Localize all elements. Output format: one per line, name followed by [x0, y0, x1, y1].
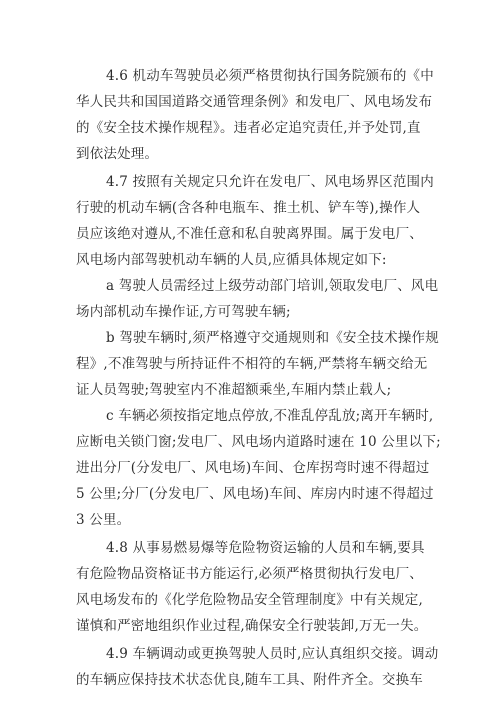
- text-line: 应断电关锁门窗;发电厂、风电场内道路时速在 10 公里以下;: [76, 434, 441, 450]
- text-line: 到依法处理。: [76, 146, 159, 162]
- text-line: 有危险物品资格证书方能运行,必须严格贯彻执行发电厂、: [76, 566, 423, 582]
- text-line: 风电场发布的《化学危险物品安全管理制度》中有关规定,: [76, 592, 423, 608]
- text-line: 4.8 从事易燃易爆等危险物资运输的人员和车辆,要具: [106, 540, 425, 556]
- text-line: 证人员驾驶;驾驶室内不准超额乘坐,车厢内禁止载人;: [76, 382, 392, 398]
- text-line: 4.7 按照有关规定只允许在发电厂、风电场界区范围内: [106, 174, 434, 190]
- text-line: 的《安全技术操作规程》。违者必定追究责任,并予处罚,直: [76, 120, 421, 136]
- text-line: 4.9 车辆调动或更换驾驶人员时,应认真组织交接。调动: [106, 646, 439, 662]
- text-line: a 驾驶人员需经过上级劳动部门培训,领取发电厂、风电: [106, 278, 439, 294]
- text-line: 程》,不准驾驶与所持证件不相符的车辆,严禁将车辆交给无: [76, 356, 428, 372]
- text-line: 风电场内部驾驶机动车辆的人员,应循具体规定如下:: [76, 252, 387, 268]
- text-line: 5 公里;分厂(分发电厂、风电场)车间、库房内时速不得超过: [76, 486, 434, 502]
- text-line: 4.6 机动车驾驶员必须严格贯彻执行国务院颁布的《中: [106, 68, 434, 84]
- text-line: 场内部机动车操作证,方可驾驶车辆;: [76, 304, 291, 320]
- text-line: 行驶的机动车辆(含各种电瓶车、推土机、铲车等),操作人: [76, 200, 421, 216]
- text-line: 谨慎和严密地组织作业过程,确保安全行驶装卸,万无一失。: [76, 618, 428, 634]
- text-line: 员应该绝对遵从,不准任意和私自驶离界围。属于发电厂、: [76, 226, 423, 242]
- text-line: b 驾驶车辆时,须严格遵守交通规则和《安全技术操作规: [106, 330, 439, 346]
- text-line: 的车辆应保持技术状态优良,随车工具、附件齐全。交换车: [76, 672, 423, 688]
- text-line: c 车辆必须按指定地点停放,不准乱停乱放;离开车辆时,: [106, 408, 434, 424]
- text-line: 3 公里。: [76, 512, 131, 528]
- text-line: 华人民共和国国道路交通管理条例》和发电厂、风电场发布: [76, 94, 433, 110]
- text-line: 进出分厂(分发电厂、风电场)车间、仓库拐弯时速不得超过: [76, 460, 430, 476]
